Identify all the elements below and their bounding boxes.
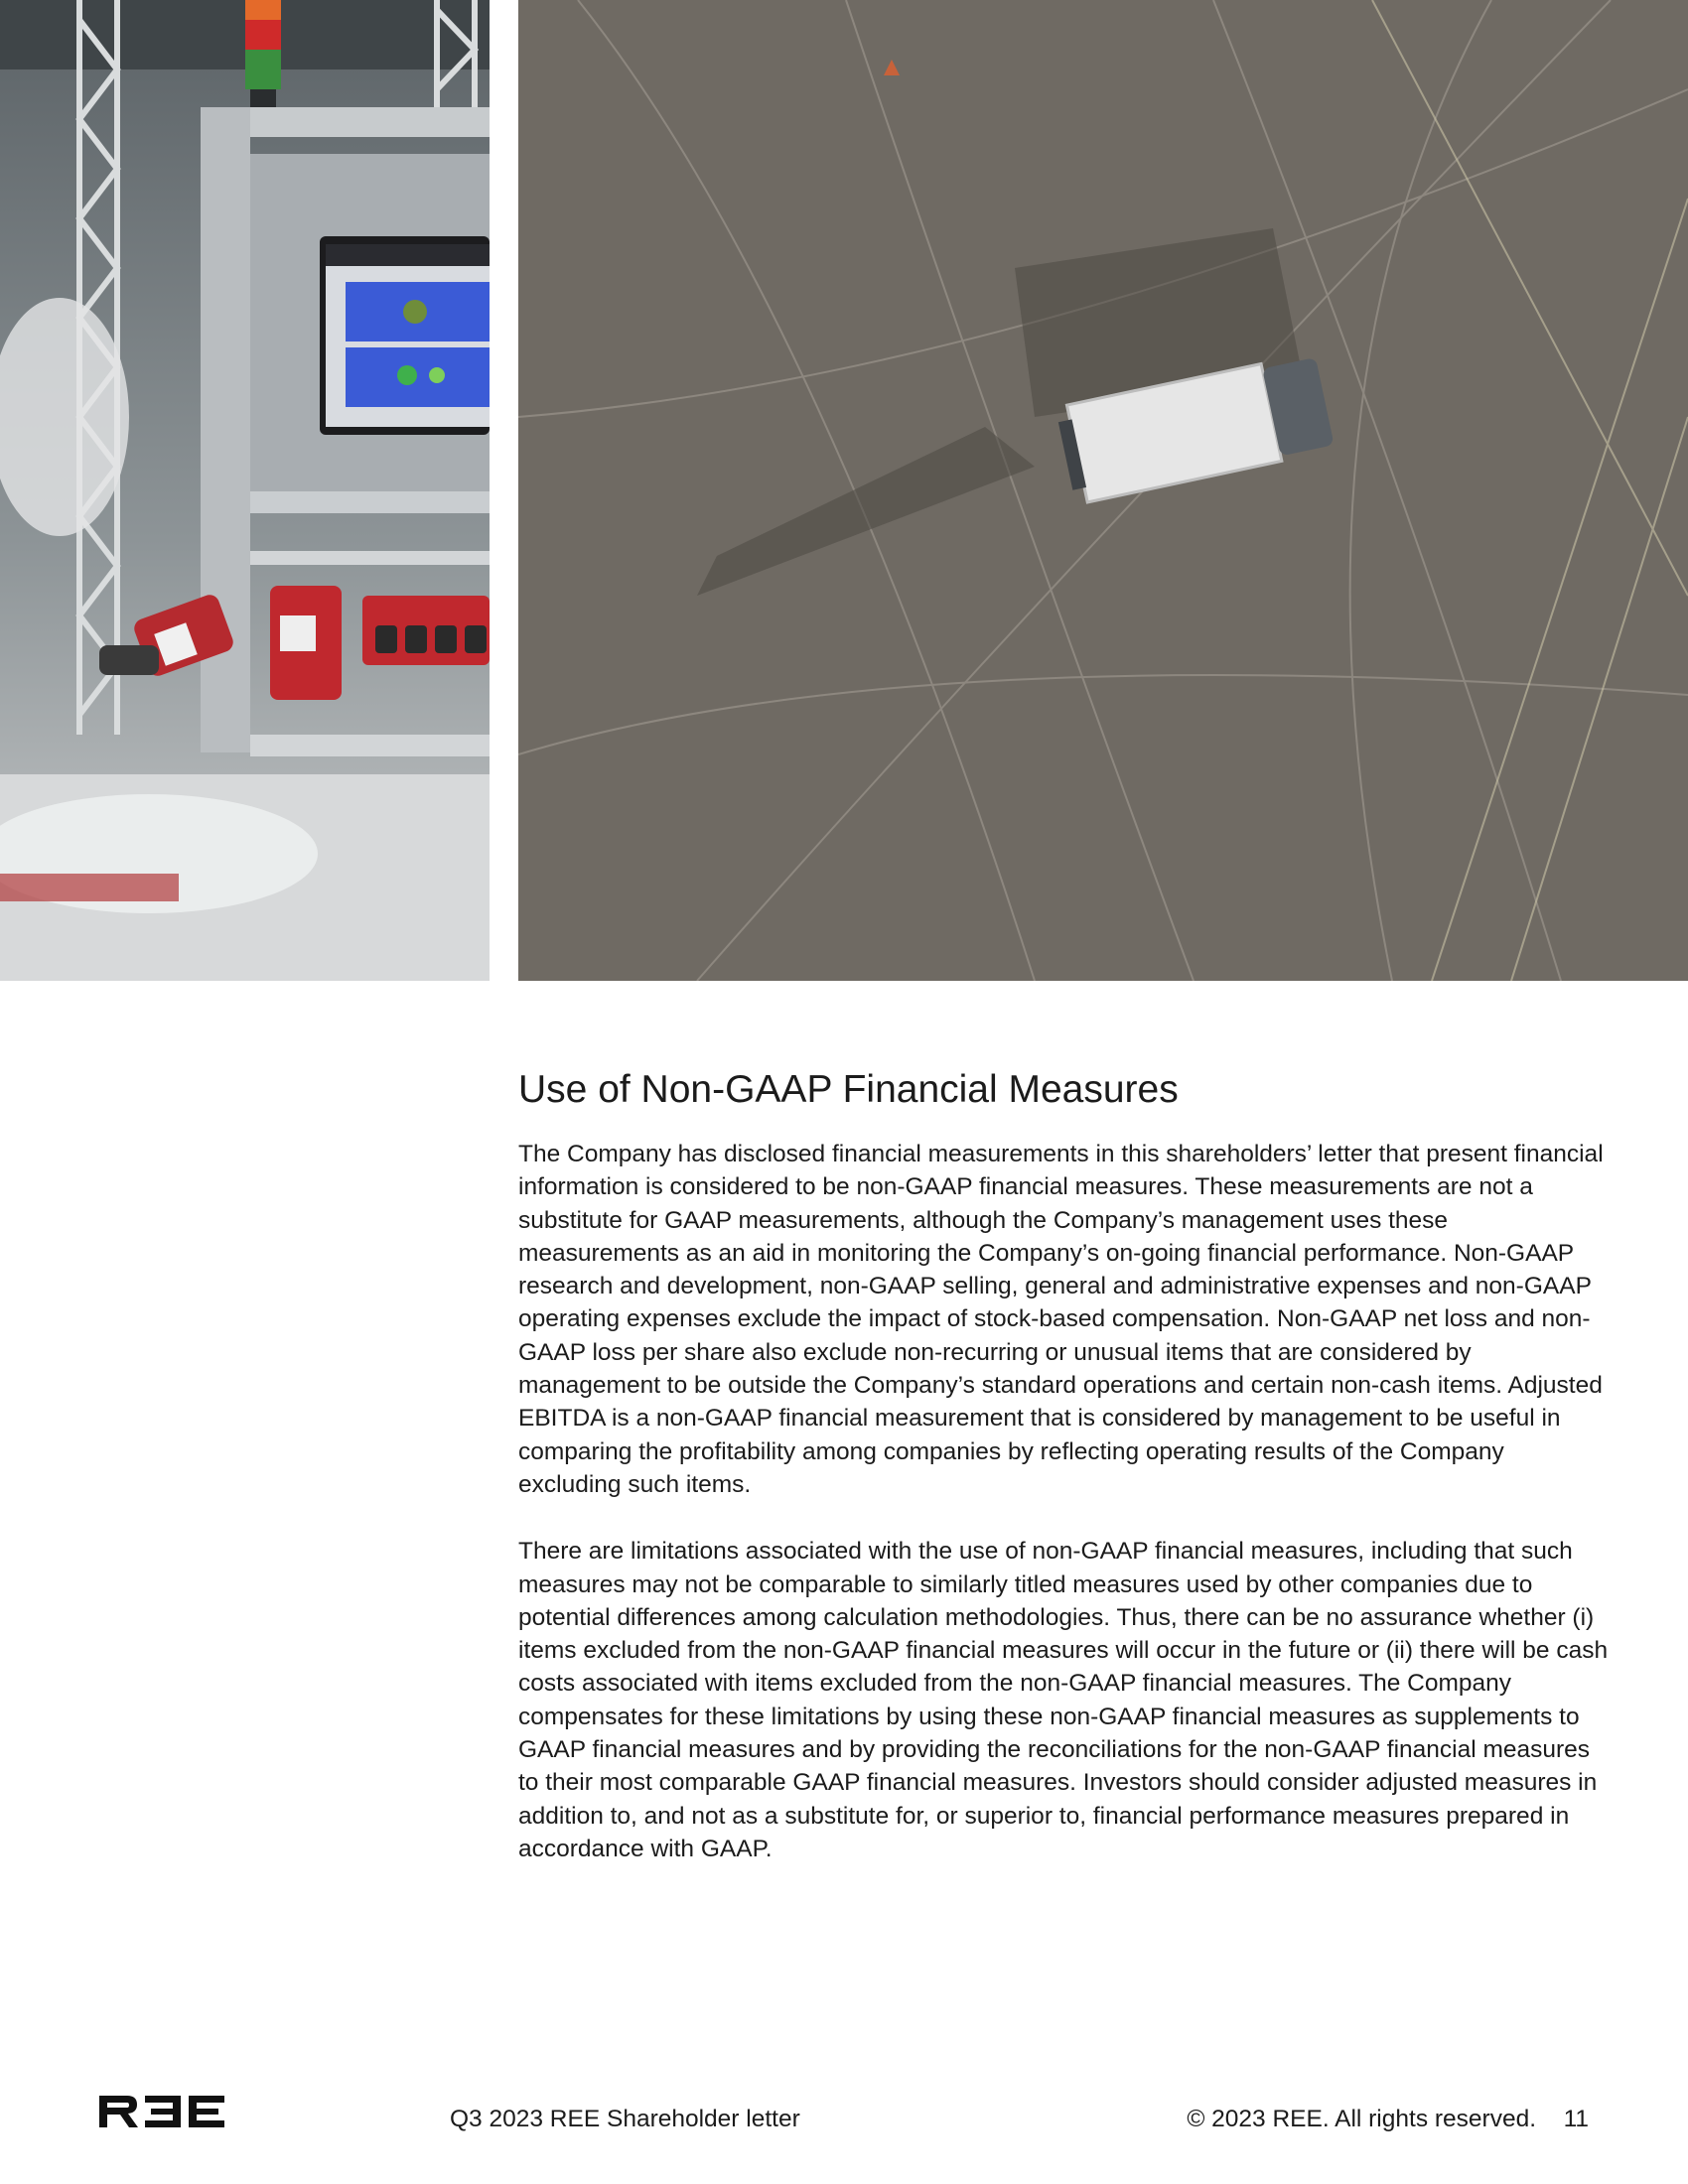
page-number: 11 — [1563, 2106, 1589, 2132]
page-footer — [0, 2085, 1688, 2144]
paragraph-non-gaap-limitations: There are limitations associated with the use of non-GAAP financial measures, including that such measures may not be comparable to similarly titled measures used by other companies due to potential differences among calculation methodologies. Thus, there can be no assurance whether (i) items excluded from the non-GAAP financial measures will occur in the future or (ii) there will be cash costs associated with items excluded from the non-GAAP financial measures. The Company compensates for these limitations by using these non-GAAP financial measures as supplements to GAAP financial measures and by providing the reconciliations for the non-GAAP financial measures to their most comparable GAAP financial measures. Investors should consider adjusted measures in addition to, and not as a substitute for, or superior to, financial performance measures prepared in accordance with GAAP. — [518, 1538, 1609, 1862]
footer-copyright: © 2023 REE. All rights reserved. — [1187, 2106, 1536, 2132]
non-gaap-section — [518, 1064, 1611, 1899]
aerial-vehicle-photo — [518, 0, 1688, 981]
section-title: Use of Non-GAAP Financial Measures — [518, 1068, 1179, 1111]
paragraph-non-gaap-definition: The Company has disclosed financial measurements in this shareholders’ letter that present financial information is considered to be non-GAAP financial measures. These measurements are not a substitute for GAAP measurements, although the Company’s management uses these measurements as an aid in monitoring the Company’s on-going financial performance. Non-GAAP research and development, non-GAAP selling, general and administrative expenses and non-GAAP operating expenses exclude the impact of stock-based compensation. Non-GAAP net loss and non-GAAP loss per share also exclude non-recurring or unusual items that are considered by management to be outside the Company’s standard operations and certain non-cash items. Adjusted EBITDA is a non-GAAP financial measurement that is considered by management to be useful in comparing the profitability among companies by reflecting operating results of the Company excluding such items. — [518, 1141, 1604, 1498]
footer-document-title: Q3 2023 REE Shareholder letter — [450, 2106, 800, 2132]
ree-logo — [97, 2094, 226, 2129]
factory-station-photo — [0, 0, 490, 981]
